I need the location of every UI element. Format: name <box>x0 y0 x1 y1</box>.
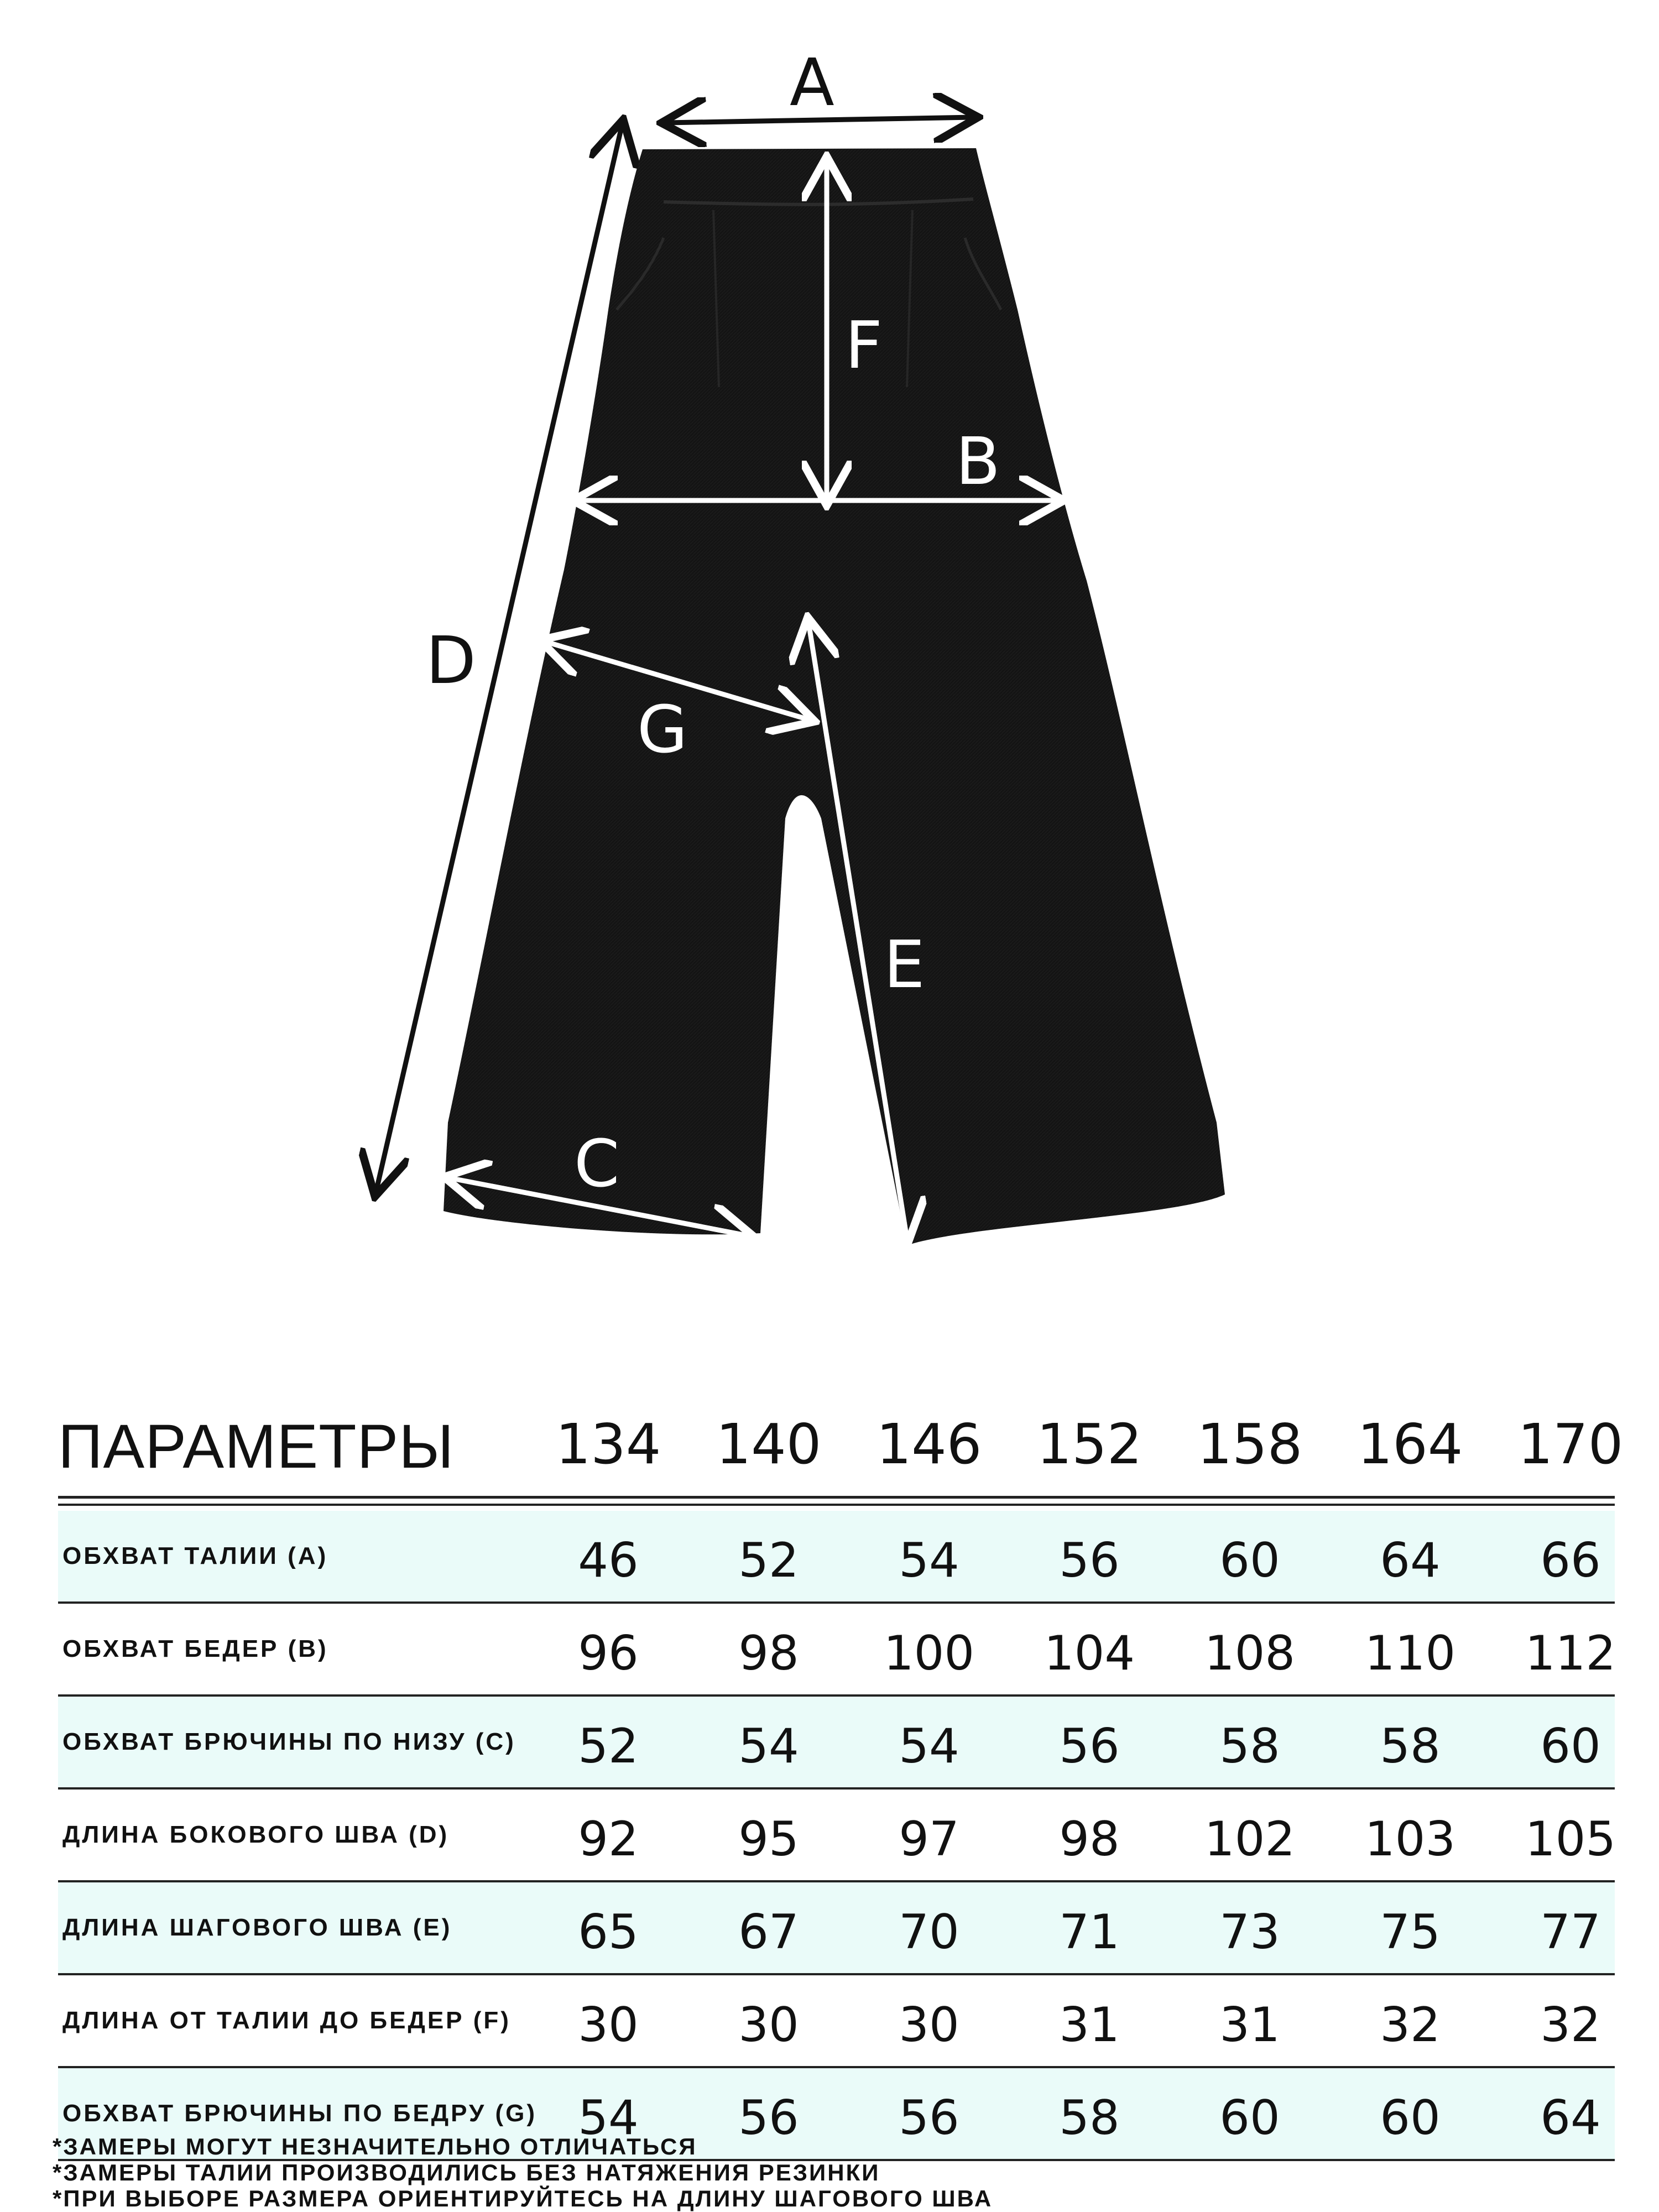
table-cell: 97 <box>899 1812 959 1867</box>
pants-silhouette <box>444 148 1225 1245</box>
size-table <box>58 1385 1624 2161</box>
table-cell: 60 <box>1219 1533 1280 1588</box>
table-cell: 54 <box>738 1719 799 1774</box>
label-c: C <box>574 1125 620 1202</box>
parameters-heading: ПАРАМЕТРЫ <box>58 1412 455 1481</box>
footnote: *ЗАМЕРЫ ТАЛИИ ПРОИЗВОДИЛИСЬ БЕЗ НАТЯЖЕНИЯ РЕЗИНКИ <box>53 2159 880 2185</box>
row-label: ДЛИНА ШАГОВОГО ШВА (Е) <box>62 1914 452 1941</box>
table-cell: 95 <box>738 1812 799 1867</box>
row-label: ОБХВАТ БРЮЧИНЫ ПО БЕДРУ (G) <box>62 2100 538 2127</box>
table-cell: 65 <box>578 1905 639 1960</box>
table-cell: 98 <box>1059 1812 1120 1867</box>
table-cell: 75 <box>1380 1905 1441 1960</box>
table-cell: 58 <box>1219 1719 1280 1774</box>
table-cell: 56 <box>899 2090 959 2146</box>
table-cell: 71 <box>1059 1905 1120 1960</box>
table-cell: 96 <box>578 1626 639 1681</box>
table-cell: 104 <box>1044 1626 1135 1681</box>
table-cell: 30 <box>899 1997 959 2053</box>
table-cell: 67 <box>738 1905 799 1960</box>
table-row <box>58 1882 1615 1975</box>
table-row <box>58 1790 1615 1882</box>
table-cell: 30 <box>578 1997 639 2053</box>
table-cell: 60 <box>1540 1719 1601 1774</box>
table-cell: 54 <box>578 2090 639 2146</box>
table-cell: 70 <box>899 1905 959 1960</box>
table-cell: 54 <box>899 1533 959 1588</box>
table-cell: 52 <box>738 1533 799 1588</box>
table-cell: 52 <box>578 1719 639 1774</box>
table-cell: 102 <box>1204 1812 1296 1867</box>
table-cell: 64 <box>1380 1533 1441 1588</box>
footnote: *ПРИ ВЫБОРЕ РАЗМЕРА ОРИЕНТИРУЙТЕСЬ НА ДЛИНУ ШАГОВОГО ШВА <box>53 2185 993 2211</box>
table-cell: 105 <box>1525 1812 1616 1867</box>
size-146: 146 <box>876 1412 982 1477</box>
table-row <box>58 1975 1615 2068</box>
table-cell: 54 <box>899 1719 959 1774</box>
table-cell: 103 <box>1364 1812 1456 1867</box>
size-134: 134 <box>555 1412 661 1477</box>
table-cell: 56 <box>1059 1719 1120 1774</box>
label-a: A <box>790 44 834 121</box>
table-cell: 92 <box>578 1812 639 1867</box>
size-164: 164 <box>1357 1412 1463 1477</box>
table-cell: 98 <box>738 1626 799 1681</box>
row-label: ОБХВАТ БЕДЕР (В) <box>62 1635 328 1662</box>
table-cell: 66 <box>1540 1533 1601 1588</box>
table-cell: 31 <box>1219 1997 1280 2053</box>
table-cell: 64 <box>1540 2090 1601 2146</box>
row-label: ОБХВАТ ТАЛИИ (А) <box>62 1542 328 1569</box>
footnotes <box>53 2133 1601 2211</box>
table-cell: 30 <box>738 1997 799 2053</box>
row-label: ДЛИНА БОКОВОГО ШВА (D) <box>62 1821 450 1848</box>
label-b: B <box>956 423 1000 499</box>
label-f: F <box>845 307 883 383</box>
table-cell: 56 <box>738 2090 799 2146</box>
table-cell: 73 <box>1219 1905 1280 1960</box>
table-cell: 60 <box>1380 2090 1441 2146</box>
table-cell: 58 <box>1380 1719 1441 1774</box>
table-cell: 77 <box>1540 1905 1601 1960</box>
table-cell: 31 <box>1059 1997 1120 2053</box>
table-cell: 32 <box>1380 1997 1441 2053</box>
table-cell: 56 <box>1059 1533 1120 1588</box>
measurement-rows <box>58 1511 1615 2161</box>
table-cell: 60 <box>1219 2090 1280 2146</box>
table-cell: 100 <box>883 1626 975 1681</box>
table-cell: 58 <box>1059 2090 1120 2146</box>
table-cell: 46 <box>578 1533 639 1588</box>
table-row <box>58 1604 1615 1697</box>
row-label: ОБХВАТ БРЮЧИНЫ ПО НИЗУ (С) <box>62 1728 516 1755</box>
size-152: 152 <box>1036 1412 1142 1477</box>
label-e: E <box>884 926 925 1003</box>
size-140: 140 <box>716 1412 822 1477</box>
table-cell: 108 <box>1204 1626 1296 1681</box>
label-d: D <box>426 622 476 698</box>
table-row <box>58 1511 1615 1604</box>
table-row <box>58 1697 1615 1790</box>
size-170: 170 <box>1517 1412 1624 1477</box>
label-g: G <box>637 691 688 768</box>
size-158: 158 <box>1197 1412 1303 1477</box>
table-cell: 32 <box>1540 1997 1601 2053</box>
table-cell: 112 <box>1525 1626 1616 1681</box>
row-label: ДЛИНА ОТ ТАЛИИ ДО БЕДЕР (F) <box>62 2007 511 2034</box>
size-header-row <box>58 1385 1624 1499</box>
footnote: *ЗАМЕРЫ МОГУТ НЕЗНАЧИТЕЛЬНО ОТЛИЧАТЬСЯ <box>53 2133 697 2159</box>
table-cell: 110 <box>1364 1626 1456 1681</box>
